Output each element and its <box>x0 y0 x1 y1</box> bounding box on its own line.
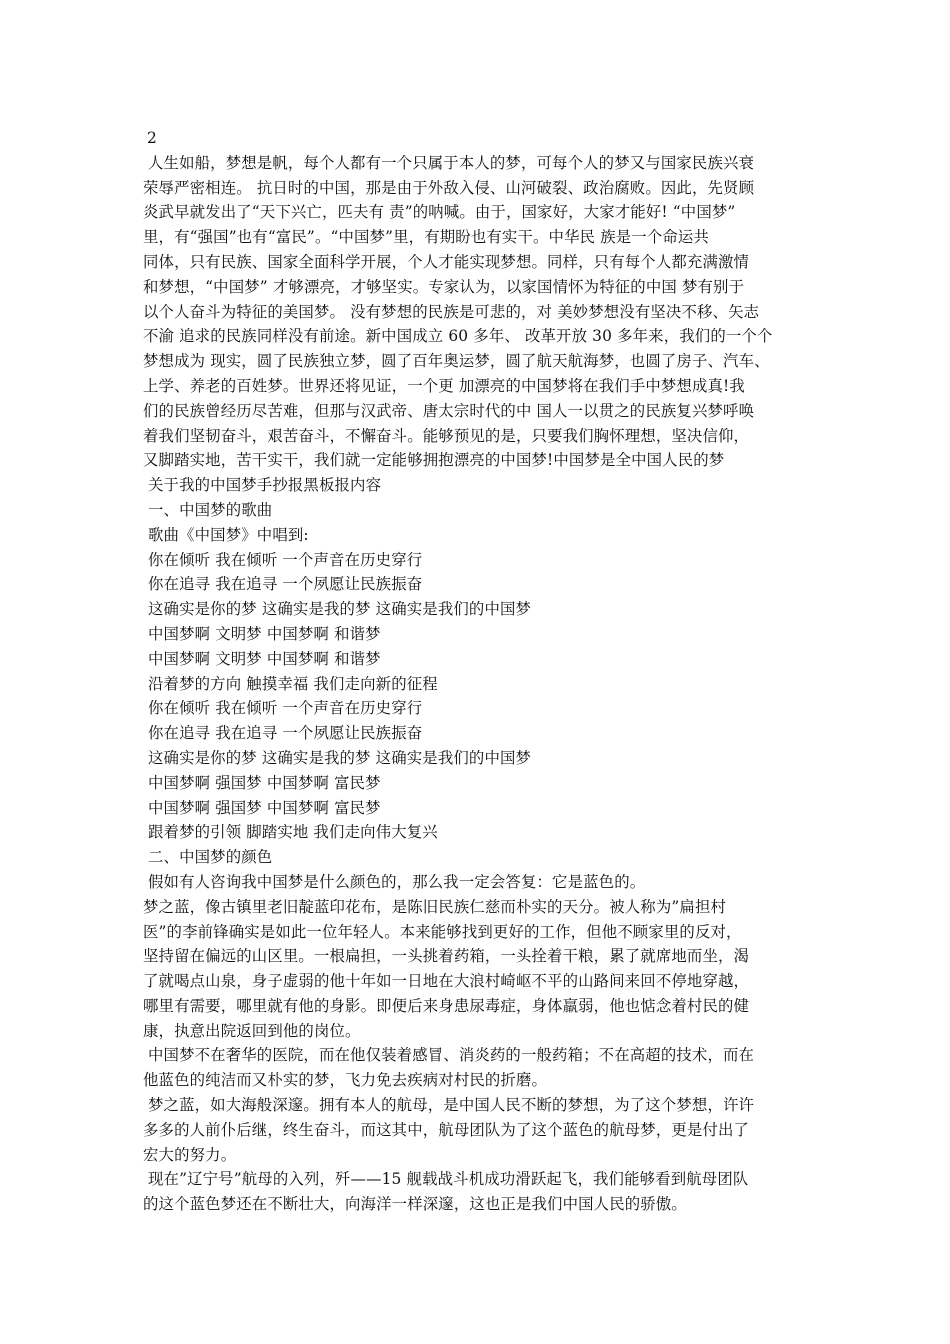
text-line: 医”的李前锋确实是如此一位年轻人。本来能够找到更好的工作，但他不顾家里的反对， <box>143 922 742 941</box>
song-lyrics <box>143 548 823 846</box>
text-line: 炎武早就发出了“天下兴亡，匹夫有 责”的呐喊。由于，国家好，大家才能好! “中国梦” <box>143 203 736 222</box>
lyric-line: 这确实是你的梦 这确实是我的梦 这确实是我们的中国梦 <box>148 748 532 767</box>
doctor-paragraph <box>143 895 823 1044</box>
song-intro: 歌曲《中国梦》中唱到: <box>148 525 309 544</box>
text-line: 现在”辽宁号”航母的入列，歼——15 舰载战斗机成功滑跃起飞，我们能够看到航母团队 <box>148 1170 749 1189</box>
hospital-paragraph <box>143 1043 823 1093</box>
carrier-paragraph <box>143 1093 823 1167</box>
text-line: 的这个蓝色梦还在不断壮大，向海洋一样深邃，这也正是我们中国人民的骄傲。 <box>143 1195 687 1214</box>
liaoning-paragraph <box>143 1167 823 1217</box>
lyric-line: 中国梦啊 强国梦 中国梦啊 富民梦 <box>148 773 381 792</box>
section-heading-songs: 一、中国梦的歌曲 <box>148 500 273 519</box>
page-number: 2 <box>147 129 157 147</box>
text-line: 不渝 追求的民族同样没有前途。新中国成立 60 多年、 改革开放 30 多年来，我们的一个个 <box>143 327 773 346</box>
lyric-line: 沿着梦的方向 触摸幸福 我们走向新的征程 <box>148 674 438 693</box>
text-line: 梦之蓝，如大海般深邃。拥有本人的航母，是中国人民不断的梦想，为了这个梦想，许许 <box>148 1096 755 1115</box>
lyric-line: 跟着梦的引领 脚踏实地 我们走向伟大复兴 <box>148 823 438 842</box>
text-line: 梦之蓝，像古镇里老旧靛蓝印花布，是陈旧民族仁慈而朴实的天分。被人称为”扁担村 <box>143 897 727 916</box>
text-line: 宏大的努力。 <box>143 1145 237 1164</box>
text-line: 坚持留在偏远的山区里。一根扁担，一头挑着药箱，一头拴着干粮，累了就席地而坐，渴 <box>143 947 750 966</box>
document-page <box>143 126 823 1217</box>
text-line: 里，有“强国”也有“富民”。“中国梦”里，有期盼也有实干。中华民 族是一个命运共 <box>143 228 709 247</box>
color-intro: 假如有人咨询我中国梦是什么颜色的，那么我一定会答复：它是蓝色的。 <box>148 872 646 891</box>
lyric-line: 中国梦啊 文明梦 中国梦啊 和谐梦 <box>148 624 381 643</box>
lyric-line: 中国梦啊 强国梦 中国梦啊 富民梦 <box>148 798 381 817</box>
text-line: 他蓝色的纯洁而又朴实的梦，飞力免去疾病对村民的折磨。 <box>143 1071 548 1090</box>
text-line: 荣辱严密相连。 抗日时的中国，那是由于外敌入侵、山河破裂、政治腐败。因此，先贤顾 <box>143 178 755 197</box>
lyric-line: 中国梦啊 文明梦 中国梦啊 和谐梦 <box>148 649 381 668</box>
text-line: 康，执意出院返回到他的岗位。 <box>143 1021 361 1040</box>
lyric-line: 你在追寻 我在追寻 一个夙愿让民族振奋 <box>148 575 423 594</box>
text-line: 梦想成为 现实，圆了民族独立梦，圆了百年奥运梦，圆了航天航海梦，也圆了房子、汽车、 <box>143 352 770 371</box>
section-heading-color: 二、中国梦的颜色 <box>148 848 273 867</box>
blackboard-title: 关于我的中国梦手抄报黑板报内容 <box>148 476 382 495</box>
text-line: 又脚踏实地，苦干实干，我们就一定能够拥抱漂亮的中国梦!中国梦是全中国人民的梦 <box>143 451 725 470</box>
text-line: 和梦想，“中国梦” 才够漂亮，才够坚实。专家认为，以家国情怀为特征的中国 梦有别于 <box>143 277 745 296</box>
text-line: 人生如船，梦想是帆，每个人都有一个只属于本人的梦，可每个人的梦又与国家民族兴衰 <box>148 153 755 172</box>
intro-paragraph <box>143 151 823 473</box>
text-line: 同体，只有民族、国家全面科学开展，个人才能实现梦想。同样，只有每个人都充满激情 <box>143 252 750 271</box>
text-line: 中国梦不在奢华的医院，而在他仅装着感冒、消炎药的一般药箱；不在高超的技术，而在 <box>148 1046 755 1065</box>
text-line: 上学、养老的百姓梦。世界还将见证，一个更 加漂亮的中国梦将在我们手中梦想成真!我 <box>143 376 745 395</box>
lyric-line: 你在追寻 我在追寻 一个夙愿让民族振奋 <box>148 724 423 743</box>
lyric-line: 这确实是你的梦 这确实是我的梦 这确实是我们的中国梦 <box>148 600 532 619</box>
lyric-line: 你在倾听 我在倾听 一个声音在历史穿行 <box>148 699 423 718</box>
text-line: 以个人奋斗为特征的美国梦。 没有梦想的民族是可悲的，对 美妙梦想没有坚决不移、矢志 <box>143 302 760 321</box>
text-line: 着我们坚韧奋斗，艰苦奋斗，不懈奋斗。能够预见的是，只要我们胸怀理想，坚决信仰， <box>143 426 750 445</box>
text-line: 了就喝点山泉，身子虚弱的他十年如一日地在大浪村崎岖不平的山路间来回不停地穿越， <box>143 972 750 991</box>
text-line: 多多的人前仆后继，终生奋斗，而这其中，航母团队为了这个蓝色的航母梦，更是付出了 <box>143 1120 750 1139</box>
text-line: 们的民族曾经历尽苦难，但那与汉武帝、唐太宗时代的中 国人一以贯之的民族复兴梦呼唤 <box>143 401 755 420</box>
lyric-line: 你在倾听 我在倾听 一个声音在历史穿行 <box>148 550 423 569</box>
text-line: 哪里有需要，哪里就有他的身影。即便后来身患尿毒症，身体羸弱，他也惦念着村民的健 <box>143 996 750 1015</box>
